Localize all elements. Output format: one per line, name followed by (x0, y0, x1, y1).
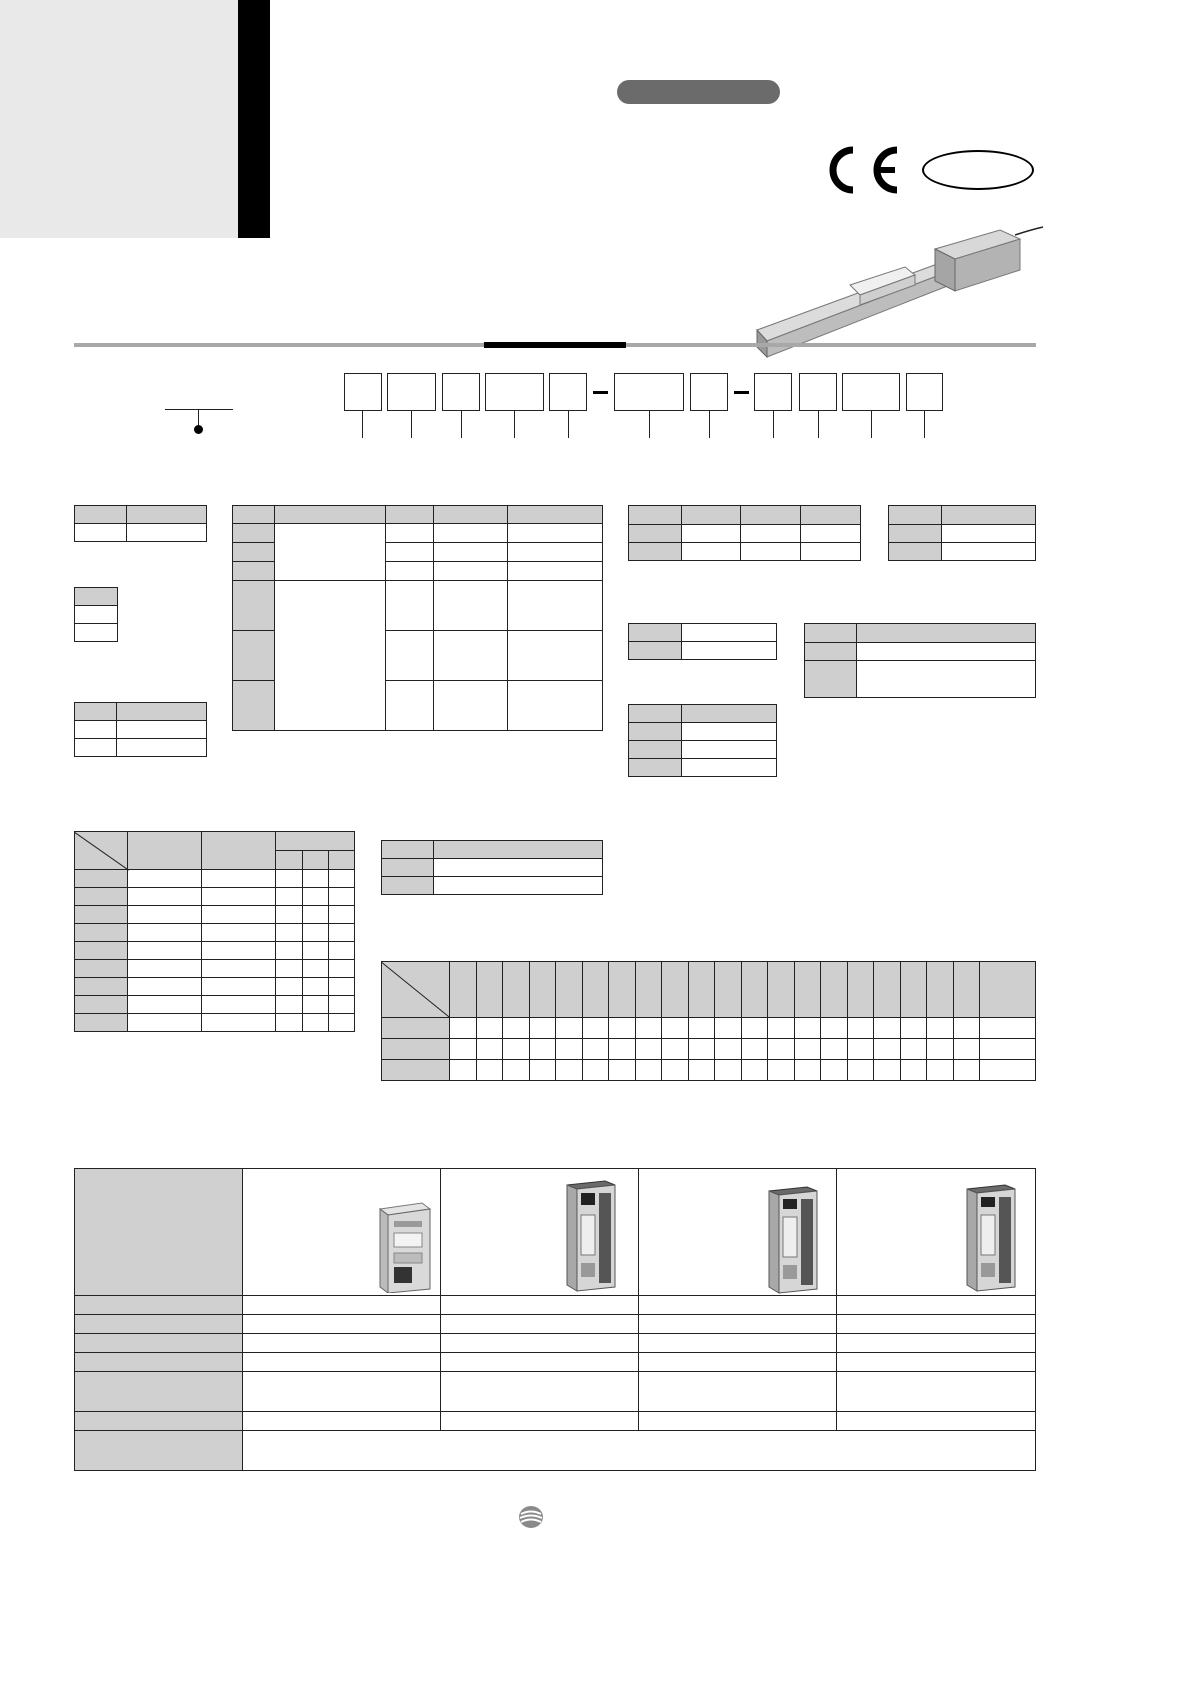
code-leader-3 (461, 411, 462, 438)
lead-table (232, 505, 603, 731)
code-box-8 (754, 373, 792, 411)
code-leader-2 (411, 411, 412, 438)
cable-length-table (628, 704, 777, 777)
code-leader-11 (924, 411, 925, 438)
smc-swoosh-icon (518, 1505, 544, 1529)
driver-unit-image-1 (378, 1201, 432, 1293)
smc-logo (518, 1502, 598, 1532)
code-leader-9 (818, 411, 819, 438)
code-leader-4 (514, 411, 515, 438)
code-box-9 (799, 373, 837, 411)
series-pill (617, 80, 780, 104)
black-side-bar (238, 0, 270, 238)
code-box-5 (549, 373, 587, 411)
section-rule-accent (484, 342, 626, 348)
cable-type-table (888, 505, 1036, 561)
code-leader-6 (649, 411, 650, 438)
driver-cell-2 (441, 1169, 639, 1296)
option-marker-line (165, 409, 233, 410)
code-dash-1 (593, 391, 608, 394)
electric-slide-actuator-image (745, 225, 1045, 370)
compatible-driver-table (74, 1168, 1036, 1471)
mounting-table (74, 702, 207, 757)
code-box-1 (344, 373, 382, 411)
certification-oval (922, 150, 1034, 190)
driver-cell-3 (639, 1169, 837, 1296)
driver-unit-image-3 (767, 1185, 821, 1295)
code-box-3 (442, 373, 480, 411)
driver-cell-4 (837, 1169, 1036, 1296)
code-leader-7 (709, 411, 710, 438)
code-box-11 (906, 373, 943, 411)
driver-unit-image-4 (965, 1183, 1019, 1293)
ce-mark-icon (823, 142, 903, 198)
driver-cell-1 (243, 1169, 441, 1296)
stroke-matrix-table (381, 961, 1036, 1081)
code-box-7 (690, 373, 728, 411)
motor-option-table (74, 587, 118, 642)
code-leader-10 (871, 411, 872, 438)
motor-type-table (628, 623, 777, 660)
code-box-10 (842, 373, 900, 411)
driver-option-table (804, 623, 1036, 698)
code-box-6 (614, 373, 684, 411)
code-box-4 (485, 373, 544, 411)
code-leader-5 (568, 411, 569, 438)
stroke-range-table (628, 505, 861, 561)
option-marker-dot (194, 425, 203, 434)
driver-unit-image-2 (565, 1179, 619, 1293)
size-table (74, 505, 207, 542)
code-leader-1 (362, 411, 363, 438)
code-dash-2 (734, 391, 749, 394)
communication-table (381, 840, 603, 895)
code-leader-8 (773, 411, 774, 438)
grey-corner-tab (0, 0, 238, 238)
code-box-2 (387, 373, 436, 411)
